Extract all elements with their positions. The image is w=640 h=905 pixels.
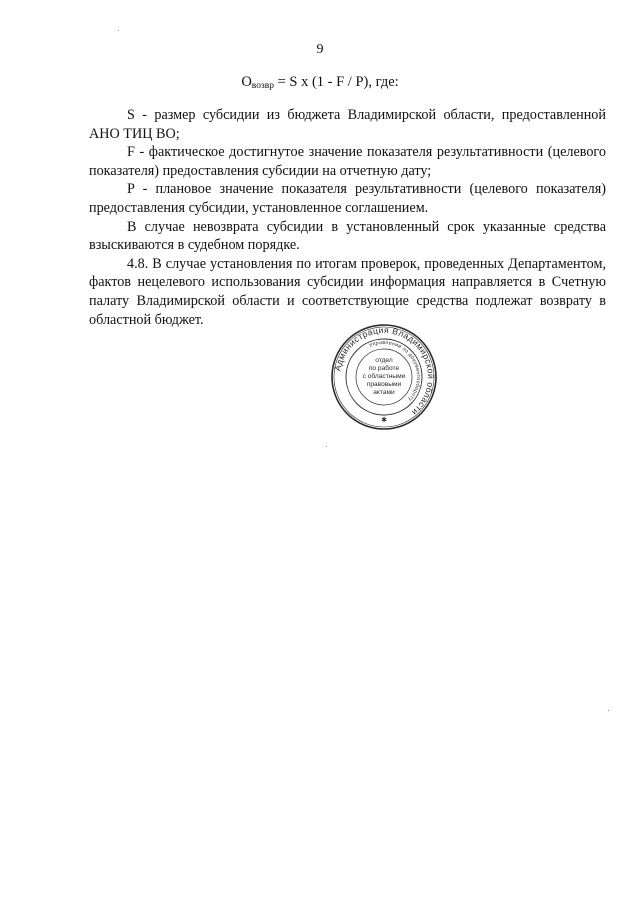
- seal-center-line-2: по работе: [368, 365, 400, 372]
- formula-expression: = S x (1 - F / P), где:: [273, 74, 399, 90]
- seal-center-line-4: правовыми: [366, 381, 402, 388]
- seal-center-line-1: отдел: [375, 357, 393, 364]
- paragraph-non-return: В случае невозврата субсидии в установленный срок указанные средства взыскиваются в судебном порядке.: [89, 218, 606, 254]
- document-body: [89, 106, 606, 329]
- seal-inner-text: Управление по документообороту: [368, 339, 422, 403]
- seal-center-line-3: с областными: [362, 373, 406, 380]
- paragraph-4-8: 4.8. В случае установления по итогам проверок, проведенных Департаментом, фактов нецелевого использования субсидии информация направляется в Счетную палату Владимирской области и соответствующие средства подлежат возврату в областной бюджет.: [89, 255, 606, 328]
- paragraph-s-definition: S - размер субсидии из бюджета Владимирской области, предоставленной АНО ТИЦ ВО;: [89, 107, 606, 142]
- seal-center-line-5: актами: [373, 389, 395, 396]
- formula: [0, 74, 640, 91]
- scan-speck: [118, 30, 119, 31]
- formula-subscript: возвр: [251, 81, 274, 91]
- formula-variable: O: [241, 74, 252, 90]
- paragraph-p-definition: P - плановое значение показателя результативности (целевого показателя) предоставления субсидии, установленное соглашением.: [89, 181, 606, 216]
- paragraph-f-definition: F - фактическое достигнутое значение показателя результативности (целевого показателя) предоставления субсидии на отчетную дату;: [89, 144, 606, 179]
- scan-speck: [326, 446, 327, 447]
- scan-speck: [608, 710, 609, 711]
- official-seal-stamp: [330, 323, 438, 431]
- seal-outer-text: Администрация Владимирской области: [332, 324, 437, 418]
- page-number: 9: [316, 42, 324, 57]
- seal-star-icon: ✱: [381, 416, 387, 424]
